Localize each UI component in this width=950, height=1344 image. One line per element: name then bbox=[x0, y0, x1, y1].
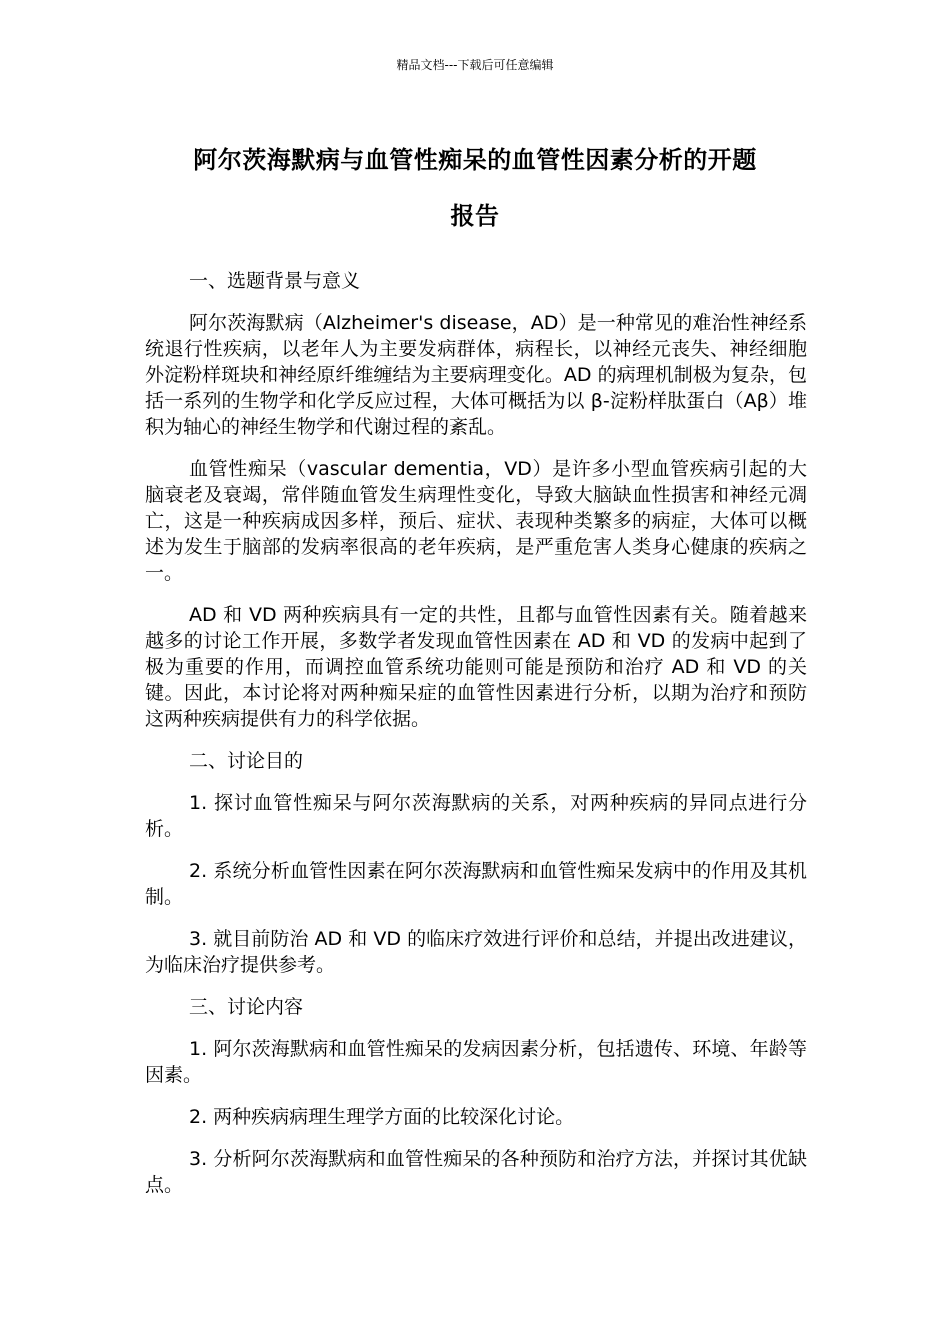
document-title bbox=[140, 132, 810, 244]
paragraph-vd-background: 血管性痴呆（vascular dementia，VD）是许多小型血管疾病引起的大脑衰老及衰竭，常伴随血管发生病理性变化，导致大脑缺血性损害和神经元凋亡，这是一种疾病成因多样，预后、症状、表现种类繁多的病症，大体可以概述为发生于脑部的发病率很高的老年疾病，是严重危害人类身心健康的疾病之一。 bbox=[145, 458, 807, 584]
purpose-item-3: 3. 就目前防治 AD 和 VD 的临床疗效进行评价和总结，并提出改进建议，为临床治疗提供参考。 bbox=[145, 928, 807, 976]
section-heading-content: 三、讨论内容 bbox=[189, 996, 304, 1018]
content-item-2: 2. 两种疾病病理生理学方面的比较深化讨论。 bbox=[189, 1106, 575, 1128]
document-body bbox=[145, 268, 807, 1214]
section-heading-background: 一、选题背景与意义 bbox=[189, 270, 361, 292]
document-title-line-2: 报告 bbox=[450, 202, 500, 230]
content-item-1: 1. 阿尔茨海默病和血管性痴呆的发病因素分析，包括遗传、环境、年龄等因素。 bbox=[145, 1038, 807, 1086]
content-item-3: 3. 分析阿尔茨海默病和血管性痴呆的各种预防和治疗方法，并探讨其优缺点。 bbox=[145, 1148, 807, 1196]
paragraph-ad-background: 阿尔茨海默病（Alzheimer's disease，AD）是一种常见的难治性神经系统退行性疾病，以老年人为主要发病群体，病程长，以神经元丧失、神经细胞外淀粉样斑块和神经原纤维缠结为主要病理变化。AD 的病理机制极为复杂，包括一系列的生物学和化学反应过程，大体可概括为以 β-淀粉样肽蛋白（Aβ）堆积为轴心的神经生物学和代谢过程的紊乱。 bbox=[145, 312, 807, 438]
purpose-item-2: 2. 系统分析血管性因素在阿尔茨海默病和血管性痴呆发病中的作用及其机制。 bbox=[145, 860, 807, 908]
paragraph-significance: AD 和 VD 两种疾病具有一定的共性，且都与血管性因素有关。随着越来越多的讨论工作开展，多数学者发现血管性因素在 AD 和 VD 的发病中起到了极为重要的作用，而调控血管系统功能则可能是预防和治疗 AD 和 VD 的关键。因此，本讨论将对两种痴呆症的血管性因素进行分析，以期为治疗和预防这两种疾病提供有力的科学依据。 bbox=[145, 604, 807, 730]
page-header: 精品文档---下载后可任意编辑 bbox=[396, 58, 554, 72]
purpose-item-1: 1. 探讨血管性痴呆与阿尔茨海默病的关系，对两种疾病的异同点进行分析。 bbox=[145, 792, 807, 840]
document-title-line-1: 阿尔茨海默病与血管性痴呆的血管性因素分析的开题 bbox=[193, 146, 757, 174]
section-heading-purpose: 二、讨论目的 bbox=[189, 750, 304, 772]
